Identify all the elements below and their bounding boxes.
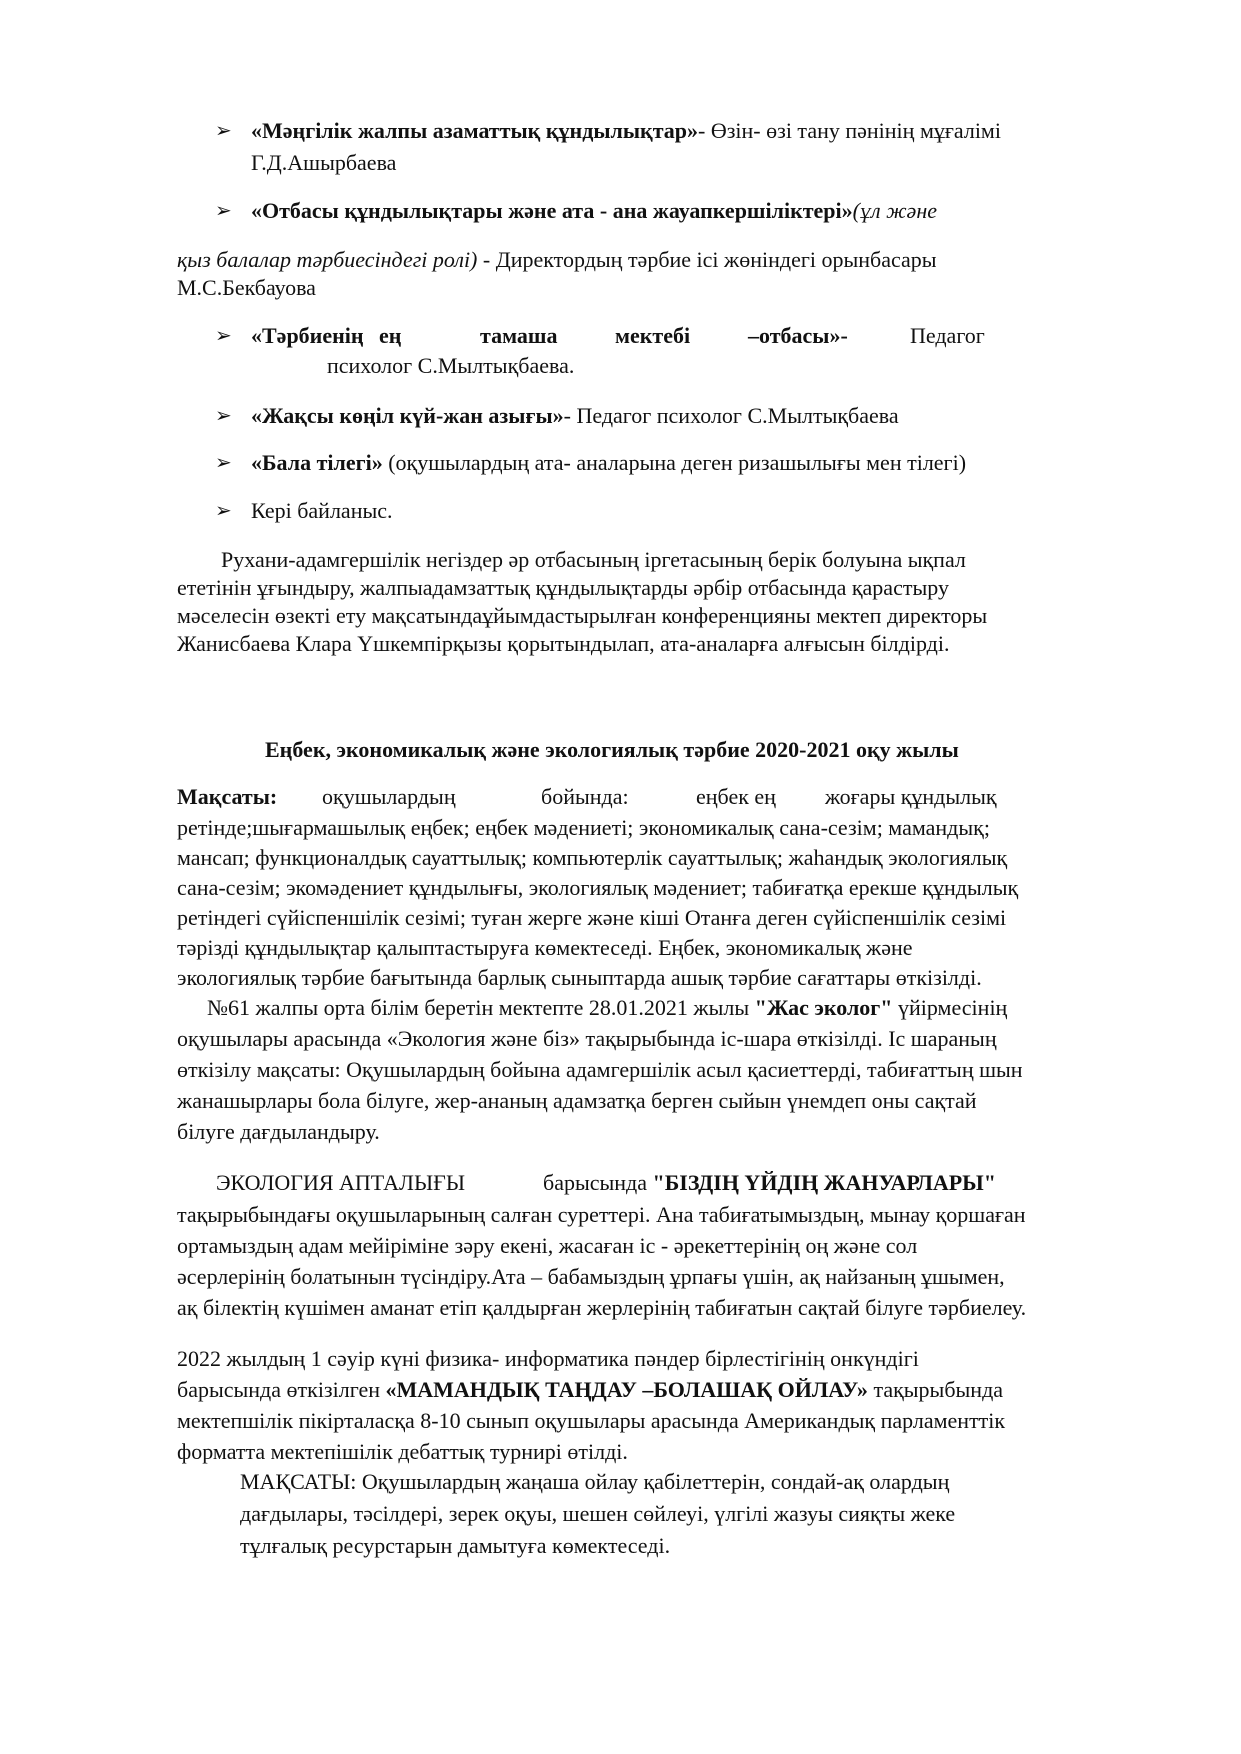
paragraph-line: Рухани-адамгершілік негіздер әр отбасының іргетасының берік болуына ықпал (221, 547, 966, 572)
arrow-bullet-icon: ➢ (215, 120, 232, 142)
paragraph-line: мәселесін өзекті ету мақсатындаұйымдастырылған конференцияны мектеп директоры (177, 603, 988, 628)
item-text: - Өзін- өзі тану пәнінің мұғалімі (698, 118, 1001, 143)
paragraph-line: жанашырлары бола білуге, жер-ананың адамзатқа берген сыйын үнемдеп оны сақтай (177, 1088, 977, 1113)
item-title-word: –отбасы»- (748, 323, 848, 348)
list-item (215, 195, 1115, 229)
paragraph-line: барысында өткізілген «МАМАНДЫҚ ТАҢДАУ –БОЛАШАҚ ОЙЛАУ» тақырыбында (177, 1377, 1004, 1402)
item-text: Педагог (910, 323, 985, 348)
item-title-word: «Тәрбиенің (251, 323, 364, 348)
item-text: (оқушылардың ата- аналарына деген ризашылығы мен тілегі) (382, 450, 967, 475)
item-text: Кері байланыс. (251, 498, 393, 523)
item-text: - Педагог психолог С.Мылтықбаева (563, 403, 899, 428)
list-item (215, 400, 1115, 432)
goal-label: Мақсаты: (177, 784, 278, 809)
arrow-bullet-icon: ➢ (215, 500, 232, 522)
document-page: ➢ «Мәңгілік жалпы азаматтық құндылықтар»- Өзін- өзі тану пәнінің мұғалімі Г.Д.Ашырбаева ➢ «Отбасы құндылықтары және ата - ана жауапкершіліктері»(ұл және қыз балалар тәрбиесіндегі ролі) - Директордың тәрбие ісі жөніндегі орынбасары М.С.Бекбауова ➢ «Тәрбиенің ең тамаша мектебі –отбасы»- Педагог психолог С.Мылтықбаева. ➢ «Жақсы көңіл күй-жан азығы»- Педагог психолог С.Мылтықбаева ➢ «Бала тілегі» (оқушылардың ата- аналарына деген ризашылығы мен тілегі) ➢ Кері байланыс. Рухани-адамгершілік негіздер әр отбасының іргетасының берік болуына ықпал ететінін ұғындыру, жалпыадамзаттық құндылықтарды әрбір отбасында қарастыру мәселесін өзекті ету мақсатындаұйымдастырылған конференцияны мектеп директоры Жанисбаева Клара Үшкемпірқызы қорытындылап, ата-аналарға алғысын білдірді. Еңбек, экономикалық және экологиялық тәрбие 2020-2021 оқу жылы Мақсаты: оқушылардың бойында: еңбек ең жоғары құндылық ретінде;шығармашылық еңбек; еңбек мәдениеті; экономикалық сана-сезім; мамандық; мансап; функционалдық сауаттылық; компьютерлік сауаттылық; жаһандық экологиялық сана-сезім; экомәдениет құндылығы, экологиялық мәдениет; табиғатқа ерекше құндылық ретіндегі сүйіспеншілік сезімі; туған жерге және кіші Отанға деген сүйіспеншілік сезімі тәрізді құндылықтар қалыптастыруға көмектеседі. Еңбек, экономикалық және экологиялық тәрбие бағытында барлық сыныптарда ашық тәрбие сағаттары өткізілді. №61 жалпы орта білім беретін мектепте 28.01.2021 жылы "Жас эколог" үйірмесінің оқушылары арасында «Экология және біз» тақырыбында іс-шара өткізілді. Іс шараның өткізілу мақсаты: Оқушылардың бойына адамгершілік асыл қасиеттерді, табиғаттың шын жанашырлары бола білуге, жер-ананың адамзатқа берген сыйын үнемдеп оны сақтай білуге дағдыландыру. ЭКОЛОГИЯ АПТАЛЫҒЫ барысында "БІЗДІҢ ҮЙДІҢ ЖАНУАРЛАРЫ" тақырыбындағы оқушыларының салған суреттері. Ана табиғатымыздың, мынау қоршаған ортамыздың адам мейіріміне зәру екені, жасаған іс - әрекеттерінің оң және сол әсерлерінің болатынын түсіндіру.Ата – бабамыздың ұрпағы үшін, ақ найзаның ұшымен, ақ білектің күшімен аманат етіп қалдырған жерлерінің табиғатын сақтай білуге тәрбиелеу. 2022 жылдың 1 сәуір күні физика- информатика пәндер бірлестігінің онкүндігі барысында өткізілген «МАМАНДЫҚ ТАҢДАУ –БОЛАШАҚ ОЙЛАУ» тақырыбында мектепшілік пікірталасқа 8-10 сынып оқушылары арасында Американдық парламенттік форматта мектепішілік дебаттық турнирі өтілді. МАҚСАТЫ: Оқушылардың жаңаша ойлау қабілеттерін, сондай-ақ олардың дағдылары, тәсілдері, зерек оқуы, шешен сөйлеуі, үлгілі жазуы сияқты жеке тұлғалық ресурстарын дамытуға көмектеседі. (0, 0, 1241, 1754)
list-item (215, 115, 1115, 179)
paragraph-line: тәрізді құндылықтар қалыптастыруға көмектеседі. Еңбек, экономикалық және (177, 935, 913, 960)
paragraph-line: 2022 жылдың 1 сәуір күні физика- информатика пәндер бірлестігінің онкүндігі (177, 1346, 919, 1371)
paragraph-line: экологиялық тәрбие бағытында барлық сыныптарда ашық тәрбие сағаттары өткізілді. (177, 965, 982, 990)
paragraph-line: ретінде;шығармашылық еңбек; еңбек мәдениеті; экономикалық сана-сезім; мамандық; (177, 815, 990, 840)
goal-word: бойында: (541, 784, 629, 809)
paragraph-line: оқушылары арасында «Экология және біз» тақырыбында іс-шара өткізілді. Іс шараның (177, 1026, 997, 1051)
arrow-bullet-icon: ➢ (215, 405, 232, 427)
item-title: «Бала тілегі» (251, 450, 383, 475)
paragraph-line: әсерлерінің болатынын түсіндіру.Ата – бабамыздың ұрпағы үшін, ақ найзаның ұшымен, (177, 1264, 1005, 1289)
paragraph-line: ететінін ұғындыру, жалпыадамзаттық құндылықтарды әрбір отбасында қарастыру (177, 575, 949, 600)
paragraph-line: ақ білектің күшімен аманат етіп қалдырған жерлерінің табиғатын сақтай білуге тәрбиелеу. (177, 1295, 1027, 1320)
item-title-word: тамаша (480, 323, 558, 348)
paragraph-line: ортамыздың адам мейіріміне зәру екені, жасаған іс - әрекеттерінің оң және сол (177, 1233, 918, 1258)
item-text: - Директордың тәрбие ісі жөніндегі орынбасары (477, 247, 937, 272)
arrow-bullet-icon: ➢ (215, 452, 232, 474)
paragraph-line: Жанисбаева Клара Үшкемпірқызы қорытындылап, ата-аналарға алғысын білдірді. (177, 631, 950, 656)
paragraph-line: №61 жалпы орта білім беретін мектепте 28.01.2021 жылы "Жас эколог" үйірмесінің (207, 995, 1008, 1020)
list-item (215, 495, 1115, 527)
item-continuation-line2: М.С.Бекбауова (177, 275, 316, 300)
item-text-line2: психолог С.Мылтықбаева. (327, 353, 575, 378)
item-title: «Жақсы көңіл күй-жан азығы» (251, 403, 564, 428)
paragraph-line: сана-сезім; экомәдениет құндылығы, экологиялық мәдениет; табиғатқа ерекше құндылық (177, 875, 1019, 900)
item-title-word: ең (379, 323, 402, 348)
club-name: "Жас эколог" (754, 995, 893, 1020)
eco-week-label: ЭКОЛОГИЯ АПТАЛЫҒЫ (216, 1170, 466, 1195)
paragraph-line: дағдылары, тәсілдері, зерек оқуы, шешен сөйлеуі, үлгілі жазуы сияқты жеке (240, 1501, 956, 1526)
arrow-bullet-icon: ➢ (215, 325, 232, 347)
goal-word: еңбек ең (696, 784, 776, 809)
paragraph-line: МАҚСАТЫ: Оқушылардың жаңаша ойлау қабілеттерін, сондай-ақ олардың (240, 1469, 950, 1494)
item-italic: (ұл және (852, 198, 937, 223)
paragraph-line: форматта мектепішілік дебаттық турнирі өтілді. (177, 1439, 628, 1464)
paragraph-line: тақырыбындағы оқушыларының салған суреттері. Ана табиғатымыздың, мынау қоршаған (177, 1202, 1026, 1227)
goal-word: жоғары құндылық (825, 784, 997, 809)
debate-title: «МАМАНДЫҚ ТАҢДАУ –БОЛАШАҚ ОЙЛАУ» (385, 1377, 868, 1402)
paragraph-line: ретіндегі сүйіспеншілік сезімі; туған жерге және кіші Отанға деген сүйіспеншілік сезімі (177, 905, 1007, 930)
item-title-word: мектебі (615, 323, 691, 348)
item-text-line2: Г.Д.Ашырбаева (251, 150, 397, 175)
goal-word: оқушылардың (322, 784, 456, 809)
section-title: Еңбек, экономикалық және экологиялық тәрбие 2020-2021 оқу жылы (265, 737, 959, 762)
paragraph-line: тұлғалық ресурстарын дамытуға көмектеседі. (240, 1533, 671, 1558)
item-title: «Отбасы құндылықтары және ата - ана жауапкершіліктері» (251, 198, 853, 223)
list-item (215, 447, 1115, 479)
paragraph-line: өткізілу мақсаты: Оқушылардың бойына адамгершілік асыл қасиеттерді, табиғаттың шын (177, 1057, 1023, 1082)
paragraph-line: мансап; функционалдық сауаттылық; компьютерлік сауаттылық; жаһандық экологиялық (177, 845, 1008, 870)
item-italic: қыз балалар тәрбиесіндегі ролі) (177, 247, 478, 272)
arrow-bullet-icon: ➢ (215, 200, 232, 222)
paragraph-line: мектепшілік пікірталасқа 8-10 сынып оқушылары арасында Американдық парламенттік (177, 1408, 1006, 1433)
item-title: «Мәңгілік жалпы азаматтық құндылықтар» (251, 118, 699, 143)
theme-title: "БІЗДІҢ ҮЙДІҢ ЖАНУАРЛАРЫ" (652, 1170, 997, 1195)
paragraph-line: білуге дағдыландыру. (177, 1119, 380, 1144)
